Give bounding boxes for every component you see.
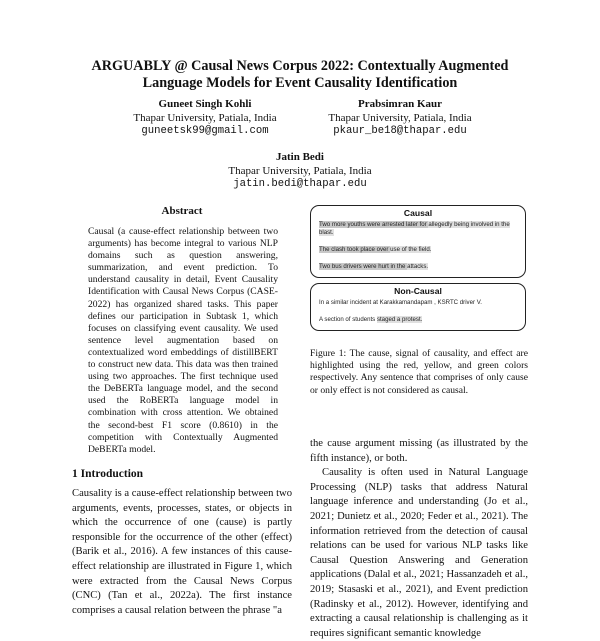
causal-box-title: Causal	[403, 208, 433, 218]
author-name: Guneet Singh Kohli	[158, 98, 252, 110]
author-affiliation: Thapar University, Patiala, India	[328, 111, 472, 124]
abstract-heading: Abstract	[161, 205, 203, 217]
author-3	[190, 151, 410, 192]
author-1	[100, 98, 310, 139]
cause-highlight: use of the field.	[390, 246, 432, 253]
causal-box	[310, 205, 526, 278]
cause-highlight: allegedly being involved in the blast.	[319, 221, 510, 236]
noncausal-example-1: In a similar incident at Karakkamandapam , KSRTC driver V.	[319, 299, 482, 306]
figure-1	[310, 205, 526, 331]
author-email[interactable]: guneetsk99@gmail.com	[141, 125, 269, 137]
right-column-text	[310, 437, 528, 641]
noncausal-example-2	[319, 316, 517, 324]
author-email[interactable]: pkaur_be18@thapar.edu	[333, 125, 467, 137]
cause-highlight: attacks.	[407, 263, 429, 270]
causal-example-2	[319, 246, 517, 254]
author-email[interactable]: jatin.bedi@thapar.edu	[233, 178, 367, 190]
paper-title	[0, 58, 600, 92]
figure-caption: Figure 1: The cause, signal of causality, and effect are highlighted using the red, yellow, and green colors respectively. Any sentence that comprises of only cause or only effect is not considered as causal.	[310, 348, 528, 396]
effect-highlight: The clash took place over	[319, 246, 391, 253]
author-name: Jatin Bedi	[276, 151, 324, 163]
effect-highlight: staged a protest.	[376, 316, 423, 323]
paragraph: the cause argument missing (as illustrated by the fifth instance), or both.	[310, 438, 528, 464]
author-name: Prabsimran Kaur	[357, 98, 443, 110]
author-affiliation: Thapar University, Patiala, India	[133, 111, 277, 124]
introduction-heading: 1 Introduction	[72, 468, 144, 480]
title-line-1: ARGUABLY @ Causal News Corpus 2022: Contextually Augmented	[91, 58, 509, 74]
abstract-text: Causal (a cause-effect relationship between two arguments) has become integral to various NLP domains such as question answering, summarization, and event prediction. To understand causality in detail, Event Causality Identification with Causal News Corpus (CASE-2022) has organized shared tasks. This paper defines our participation in Subtask 1, which focuses on classifying event causality. We used sentence level augmentation based on contextualized word embeddings of distillBERT to construct new data. This data was then trained using two approaches. The first technique used the DeBERTa language model, and the second used the RoBERTa language model in combination with cross attention. We obtained the second-best F1 score (0.8610) in the competition with Contextually Augmented DeBERTa model.	[88, 226, 278, 455]
author-2	[295, 98, 505, 139]
paragraph: Causality is often used in Natural Language Processing (NLP) tasks that address Natural language inference and understanding (Jo et al., 2021; Dunietz et al., 2020; Feder et al., 2021). The information retrieved from the detection of causal relations can be used for various NLP tasks like Causal Question Answering and Generation applications (Dalal et al., 2021; Hassanzadeh et al., 2019; Stasaski et al., 2021), and Event prediction (Radinsky et al., 2012). However, identifying and extracting a causal relationship is challenging as it requires significant semantic knowledge	[310, 467, 528, 639]
introduction-text: Causality is a cause-effect relationship between two arguments, events, processes, states, or objects in which the occurrence of one (cause) is partly responsible for the occurrence of the other (effect) (Barik et al., 2016). A few instances of this cause-effect relationship are illustrated in Figure 1, which were extracted from the Causal News Corpus (CNC) (Tan et al., 2022a). The first instance comprises a causal relation between the phrase "a	[72, 488, 292, 616]
plain-text: A section of students	[319, 316, 377, 323]
effect-highlight: Two more youths were arrested later for	[319, 221, 429, 228]
title-line-2: Language Models for Event Causality Identification	[142, 75, 458, 91]
causal-example-3	[319, 263, 517, 271]
noncausal-box-title: Non-Causal	[394, 286, 442, 296]
causal-example-1	[319, 221, 517, 237]
noncausal-box	[310, 283, 526, 331]
author-affiliation: Thapar University, Patiala, India	[228, 164, 372, 177]
effect-highlight: Two bus drivers were hurt in the	[319, 263, 408, 270]
